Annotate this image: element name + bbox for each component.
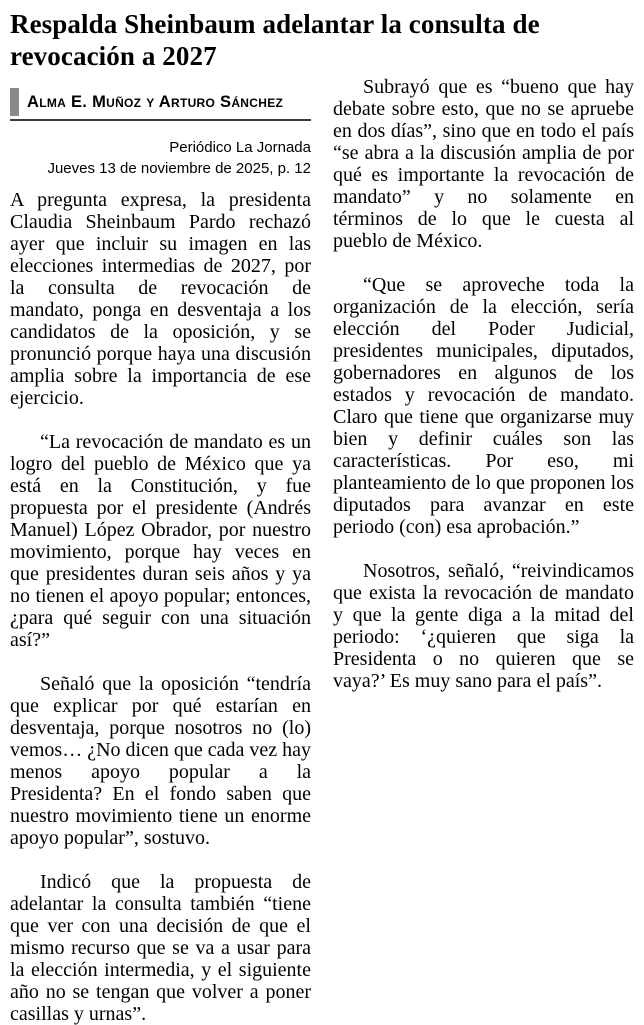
left-column bbox=[10, 76, 311, 1025]
byline-authors: Alma E. Muñoz y Arturo Sánchez bbox=[27, 92, 284, 111]
dateline-publication: Periódico La Jornada bbox=[169, 139, 311, 156]
article-paragraph: Subrayó que es “bueno que hay debate sobre esto, que no se apruebe en dos días”, sino que en todo el país “se abra a la discusión amplia de por qué es importante la revocación de mandato” y no solamente en términos de lo que le cuesta al pueblo de México. bbox=[333, 76, 634, 252]
article-paragraph: Indicó que la propuesta de adelantar la consulta también “tiene que ver con una decisión de que el mismo recurso que se va a usar para la elección intermedia, y el siguiente año no se tengan que volver a poner casillas y urnas”. bbox=[10, 871, 311, 1025]
article-paragraph: Nosotros, señaló, “reivindicamos que exista la revocación de mandato y que la gente diga a la mitad del periodo: ‘¿quieren que siga la Presidenta o no quieren que se vaya?’ Es muy sano para el país”. bbox=[333, 560, 634, 692]
article-paragraph: “La revocación de mandato es un logro del pueblo de México que ya está en la Constitución, y fue propuesta por el presidente (Andrés Manuel) López Obrador, por nuestro movimiento, porque hay veces en que presidentes duran seis años y ya no tienen el apoyo popular; entonces, ¿para qué seguir con una situación así?” bbox=[10, 431, 311, 651]
article-paragraph: “Que se aproveche toda la organización de la elección, sería elección del Poder Judicial, presidentes municipales, diputados, gobernadores en algunos de los estados y revocación de mandato. Claro que tiene que organizarse muy bien y definir cuáles son las características. Por eso, mi planteamiento de lo que proponen los diputados para avanzar en este periodo (con) esa aprobación.” bbox=[333, 274, 634, 538]
article-paragraph: Señaló que la oposición “tendría que explicar por qué estarían en desventaja, porque nosotros no (lo) vemos… ¿No dicen que cada vez hay menos apoyo popular a la Presidenta? En el fondo saben que nuestro movimiento tiene un enorme apoyo popular”, sostuvo. bbox=[10, 673, 311, 849]
article-title: Respalda Sheinbaum adelantar la consulta de revocación a 2027 bbox=[10, 9, 540, 71]
dateline bbox=[10, 137, 311, 179]
article-columns bbox=[10, 76, 634, 1025]
right-column bbox=[333, 76, 634, 1025]
byline bbox=[10, 88, 311, 121]
dateline-date-page: Jueves 13 de noviembre de 2025, p. 12 bbox=[47, 160, 311, 177]
article-paragraph: A pregunta expresa, la presidenta Claudia Sheinbaum Pardo rechazó ayer que incluir su imagen en las elecciones intermedias de 2027, por la consulta de revocación de mandato, ponga en desventaja a los candidatos de la oposición, y se pronunció porque haya una discusión amplia sobre la importancia de ese ejercicio. bbox=[10, 189, 311, 409]
byline-marker-icon bbox=[10, 88, 19, 116]
